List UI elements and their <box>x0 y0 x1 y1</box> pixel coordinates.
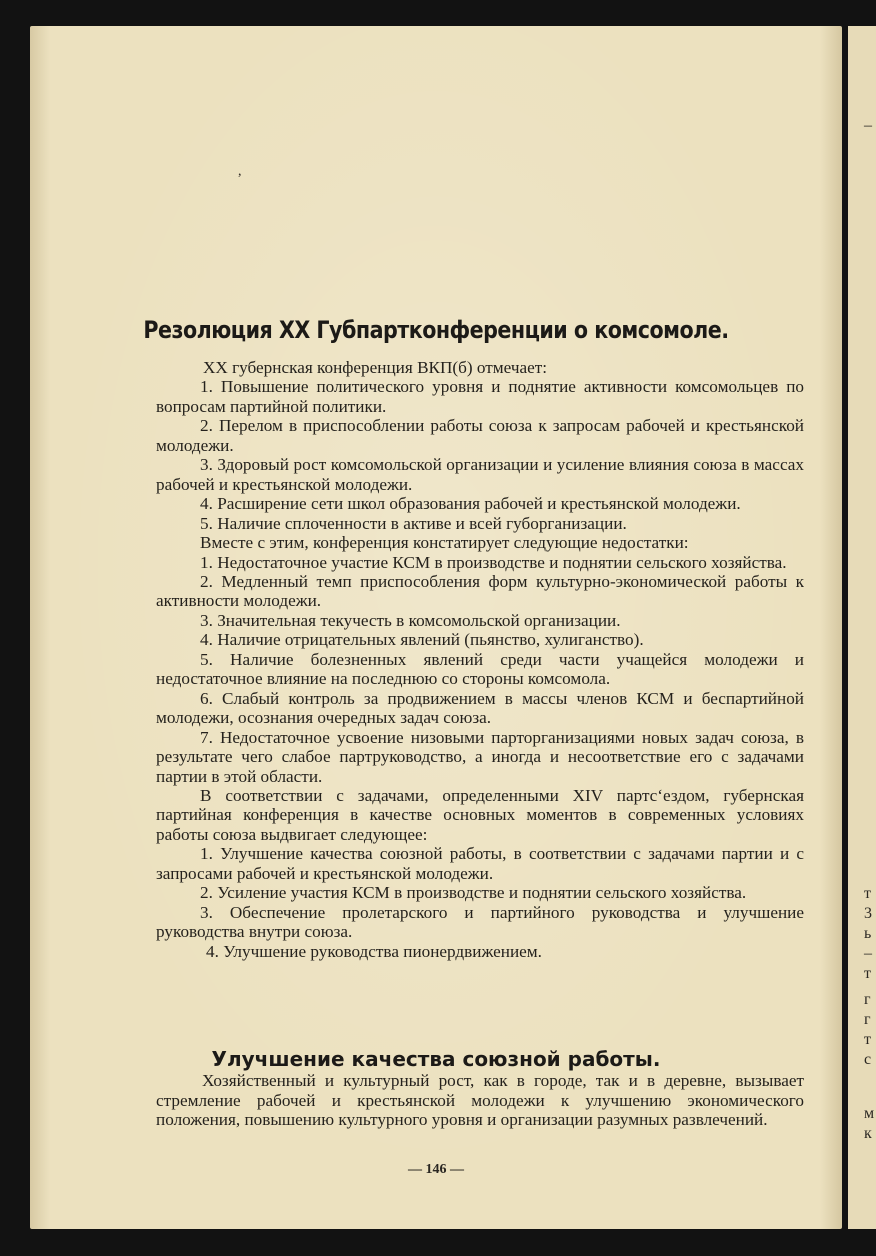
paragraph-achievement-4: 4. Расширение сети школ образования рабочей и крестьянской молодежи. <box>200 494 741 514</box>
paragraph-achievement-5: 5. Наличие сплоченности в активе и всей губорганизации. <box>200 513 627 533</box>
adjacent-page-fragment: г <box>864 1011 871 1028</box>
paragraph-achievement-2: 2. Перелом в приспособлении работы союза к запросам рабочей и крестьянской молодежи. <box>156 416 804 455</box>
adjacent-page-fragment: т <box>864 885 871 902</box>
paragraph-shortcoming-5: 5. Наличие болезненных явлений среди части учащейся молодежи и недостаточное влияние на последнюю со стороны комсомола. <box>156 649 804 689</box>
paragraph-task-3: 3. Обеспечение пролетарского и партийного руководства и улучшение руководства внутри союза. <box>156 902 804 942</box>
paragraph-shortcoming-2: 2. Медленный темп приспособления форм культурно-экономической работы к активности молодежи. <box>156 571 804 611</box>
adjacent-page-fragment: – <box>864 945 872 962</box>
paragraph-intro: XX губернская конференция ВКП(б) отмечает: <box>203 358 548 377</box>
paragraph-task-4: 4. Улучшение руководства пионердвижением. <box>206 941 542 961</box>
adjacent-page-fragment: – <box>864 117 872 134</box>
paragraph-achievement-3: 3. Здоровый рост комсомольской организации и усиление влияния союза в массах рабочей и крестьянской молодежи. <box>156 455 804 494</box>
paragraph-task-1: 1. Улучшение качества союзной работы, в соответствии с задачами партии и с запросами рабочей и крестьянской молодежи. <box>156 844 804 883</box>
paragraph-shortcoming-6: 6. Слабый контроль за продвижением в массы членов КСМ и беспартийной молодежи, осознания очередных задач союза. <box>156 688 804 728</box>
section-paragraph: Хозяйственный и культурный рост, как в городе, так и в деревне, вызывает стремление рабочей и крестьянской молодежи к улучшению экономического положения, повышению культурного уровня и организации разумных развлечений. <box>156 1071 804 1130</box>
adjacent-page-fragment: т <box>864 965 871 982</box>
paragraph-achievement-1: 1. Повышение политического уровня и поднятие активности комсомольцев по вопросам партийной политики. <box>156 377 804 416</box>
section-heading: Улучшение качества союзной работы. <box>211 1046 661 1071</box>
resolution-body <box>156 358 804 961</box>
adjacent-page-fragment: ь <box>864 925 872 942</box>
adjacent-page-fragment: г <box>864 991 871 1008</box>
paragraph-shortcoming-4: 4. Наличие отрицательных явлений (пьянство, хулиганство). <box>200 630 644 650</box>
paragraph-tasks-intro: В соответствии с задачами, определенными XIV партс‘ездом, губернская партийная конференция в качестве основных моментов в современных условиях работы союза выдвигает следующее: <box>156 785 804 844</box>
adjacent-page-edge <box>848 26 876 1229</box>
page-number: — 146 — <box>408 1162 464 1177</box>
paragraph-shortcomings-intro: Вместе с этим, конференция констатирует следующие недостатки: <box>200 533 689 553</box>
paragraph-shortcoming-3: 3. Значительная текучесть в комсомольской организации. <box>200 610 621 630</box>
adjacent-page-fragment: т <box>864 1031 871 1048</box>
adjacent-page-fragment: 3 <box>864 905 872 922</box>
paragraph-shortcoming-7: 7. Недостаточное усвоение низовыми парторганизациями новых задач союза, в результате чего слабое партруководство, а иногда и несоответствие его с задачами партии в этой области. <box>156 727 804 786</box>
page-title: Резолюция XX Губпартконференции о комсомоле. <box>143 316 729 345</box>
adjacent-page-fragment: с <box>864 1051 872 1068</box>
adjacent-page-fragment: к <box>864 1125 872 1142</box>
adjacent-page-fragment: м <box>864 1105 875 1122</box>
document-page <box>30 26 842 1229</box>
paragraph-shortcoming-1: 1. Недостаточное участие КСМ в производстве и поднятии сельского хозяйства. <box>200 552 787 572</box>
ink-speck: , <box>238 164 242 179</box>
section-body <box>156 1071 804 1130</box>
paragraph-task-2: 2. Усиление участия КСМ в производстве и поднятии сельского хозяйства. <box>200 883 747 903</box>
